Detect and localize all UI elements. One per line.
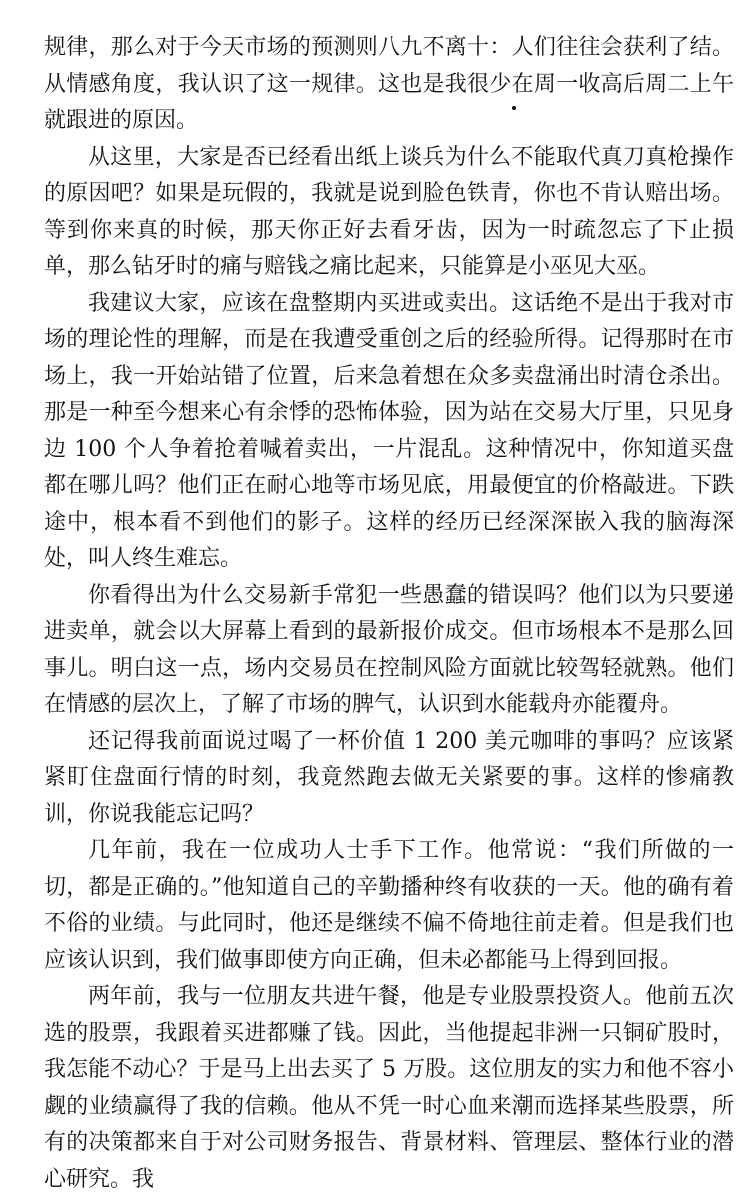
body-text [44, 30, 734, 1198]
paragraph: 我建议大家，应该在盘整期内买进或卖出。这话绝不是出于我对市场的理论性的理解，而是在我遭受重创之后的经验所得。记得那时在市场上，我一开始站错了位置，后来急着想在众多卖盘涌出时清仓杀出。那是一种至今想来心有余悸的恐怖体验，因为站在交易大厅里，只见身边 100 个人争着抢着喊着卖出，一片混乱。这种情况中，你知道买盘都在哪儿吗？他们正在耐心地等市场见底，用最便宜的价格敲进。下跌途中，根本看不到他们的影子。这样的经历已经深深嵌入我的脑海深处，叫人终生难忘。 [44, 290, 734, 571]
stray-ink-dot [512, 106, 516, 110]
paragraph: 两年前，我与一位朋友共进午餐，他是专业股票投资人。他前五次选的股票，我跟着买进都赚了钱。因此，当他提起非洲一只铜矿股时，我怎能不动心？于是马上出去买了 5 万股。这位朋友的实力和他不容小觑的业绩赢得了我的信赖。他从不凭一时心血来潮而选择某些股票，所有的决策都来自于对公司财务报告、背景材料、管理层、整体行业的潜心研究。我 [44, 984, 734, 1192]
paragraph: 从这里，大家是否已经看出纸上谈兵为什么不能取代真刀真枪操作的原因吧？如果是玩假的，我就是说到脸色铁青，你也不肯认赔出场。等到你来真的时候，那天你正好去看牙齿，因为一时疏忽忘了下止损单，那么钻牙时的痛与赔钱之痛比起来，只能算是小巫见大巫。 [44, 144, 734, 279]
paragraph: 几年前，我在一位成功人士手下工作。他常说：“我们所做的一切，都是正确的。”他知道自己的辛勤播种终有收获的一天。他的确有着不俗的业绩。与此同时，他还是继续不偏不倚地往前走着。但是我们也应该认识到，我们做事即使方向正确，但未必都能马上得到回报。 [44, 838, 734, 973]
paragraph: 规律，那么对于今天市场的预测则八九不离十：人们往往会获利了结。从情感角度，我认识了这一规律。这也是我很少在周一收高后周二上午就跟进的原因。 [44, 35, 734, 133]
paragraph: 你看得出为什么交易新手常犯一些愚蠢的错误吗？他们以为只要递进卖单，就会以大屏幕上看到的最新报价成交。但市场根本不是那么回事儿。明白这一点，场内交易员在控制风险方面就比较驾轻就熟。他们在情感的层次上，了解了市场的脾气，认识到水能载舟亦能覆舟。 [44, 582, 734, 717]
paragraph: 还记得我前面说过喝了一杯价值 1 200 美元咖啡的事吗？应该紧紧盯住盘面行情的时刻，我竟然跑去做无关紧要的事。这样的惨痛教训，你说我能忘记吗？ [44, 728, 734, 827]
